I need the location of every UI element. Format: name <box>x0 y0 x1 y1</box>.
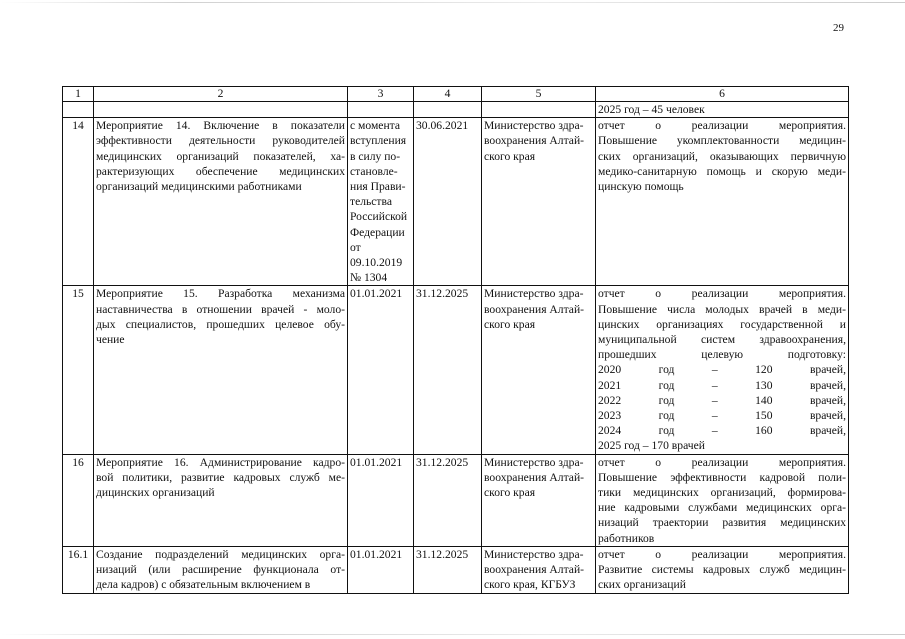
cell-text-line: дицинских организаций <box>96 486 215 500</box>
cell-text-line: Министерство здра- <box>484 119 584 133</box>
cell-text-line: Федерации <box>350 225 405 239</box>
cell-text-line: прошедших целевую подготовку: <box>598 348 846 362</box>
start-date-cell <box>348 546 414 593</box>
cell-text-line: 2022 год – 140 врачей, <box>598 393 846 407</box>
measure-name-cell <box>94 118 348 286</box>
row-number-cell: 15 <box>63 286 94 454</box>
end-date-cell: 31.12.2025 <box>414 546 482 593</box>
cell-text-line: цинскую помощь <box>598 180 684 194</box>
measures-table <box>62 86 849 594</box>
scan-artifact-top <box>0 2 905 3</box>
end-date-cell: 30.06.2021 <box>414 118 482 286</box>
column-header-3: 3 <box>348 87 414 102</box>
measure-name-cell <box>94 102 348 118</box>
cell-text-line: Повышение эффективности кадровой поли- <box>598 470 846 484</box>
cell-text-line: ских организаций <box>598 578 686 592</box>
cell-text-line: рактеризующих обеспечение медицинских <box>96 164 345 178</box>
cell-text-line: низаций траектории развития медицинских <box>598 516 846 530</box>
cell-text-line: тельства <box>350 195 392 209</box>
start-date-cell <box>348 286 414 454</box>
cell-text-line: дела кадров) с обязательным включением в <box>96 578 311 592</box>
cell-text-line: организаций медицинскими работниками <box>96 180 302 194</box>
cell-text-line: ние кадровыми службами медицинских орга- <box>598 501 846 515</box>
cell-text-line: 2025 год – 45 человек <box>598 103 705 116</box>
cell-text-line: ского края <box>484 486 536 500</box>
cell-text-line: Министерство здра- <box>484 287 584 301</box>
measure-name-cell <box>94 546 348 593</box>
end-date-cell: 31.12.2025 <box>414 286 482 454</box>
cell-text-line: становле- <box>350 164 398 178</box>
executor-cell <box>482 118 596 286</box>
row-number-cell: 14 <box>63 118 94 286</box>
cell-text-line: вой политики, развитие кадровых служб ме- <box>96 470 345 484</box>
cell-text-line: Развитие системы кадровых служб медицин- <box>598 563 846 577</box>
start-date-cell <box>348 118 414 286</box>
column-header-2: 2 <box>94 87 348 102</box>
cell-text-line: ского края <box>484 317 536 331</box>
start-date-cell <box>348 454 414 546</box>
table-row <box>63 286 849 454</box>
cell-text-line: 2023 год – 150 врачей, <box>598 409 846 423</box>
cell-text-line: эффективности деятельности руководителей <box>96 134 345 148</box>
end-date-cell: 31.12.2025 <box>414 454 482 546</box>
column-header-5: 5 <box>482 87 596 102</box>
scan-artifact-bottom <box>0 634 905 635</box>
cell-text-line: Министерство здра- <box>484 455 584 469</box>
cell-text-line: Повышение числа молодых врачей в меди- <box>598 302 846 316</box>
table-row <box>63 454 849 546</box>
cell-text-line: 01.01.2021 <box>350 287 403 301</box>
result-cell <box>596 286 849 454</box>
table-row <box>63 118 849 286</box>
cell-text-line: работников <box>598 531 655 545</box>
cell-text-line: 01.01.2021 <box>350 547 403 561</box>
executor-cell <box>482 102 596 118</box>
cell-text-line: ского края <box>484 149 536 163</box>
cell-text-line: 09.10.2019 <box>350 256 403 270</box>
cell-text-line: ния Прави- <box>350 180 406 194</box>
cell-text-line: от <box>350 240 361 254</box>
row-number-cell <box>63 102 94 118</box>
cell-text-line: с момента <box>350 119 400 133</box>
cell-text-line: наставничества в отношении врачей - моло- <box>96 302 345 316</box>
cell-text-line: дых специалистов, прошедших целевое обу- <box>96 317 345 331</box>
page-number: 29 <box>833 22 844 34</box>
cell-text-line: низаций (или расширение функционала от- <box>96 563 345 577</box>
cell-text-line: Российской <box>350 210 408 224</box>
row-number-cell: 16.1 <box>63 546 94 593</box>
column-header-1: 1 <box>63 87 94 102</box>
table-row <box>63 102 849 118</box>
cell-text-line: воохранения Алтай- <box>484 470 585 484</box>
cell-text-line: ского края, КГБУЗ <box>484 578 576 592</box>
cell-text-line: 2021 год – 130 врачей, <box>598 378 846 392</box>
cell-text-line: чение <box>96 333 125 347</box>
cell-text-line: медико-санитарную помощь и скорую меди- <box>598 164 846 178</box>
cell-text-line: 2025 год – 170 врачей <box>598 439 705 453</box>
executor-cell <box>482 454 596 546</box>
cell-text-line: 2020 год – 120 врачей, <box>598 363 846 377</box>
result-cell <box>596 546 849 593</box>
cell-text-line: отчет о реализации мероприятия. <box>598 119 846 133</box>
executor-cell <box>482 546 596 593</box>
start-date-cell <box>348 102 414 118</box>
cell-text-line: Мероприятие 14. Включение в показатели <box>96 119 345 133</box>
result-cell <box>596 454 849 546</box>
cell-text-line: отчет о реализации мероприятия. <box>598 287 846 301</box>
cell-text-line: № 1304 <box>350 271 388 285</box>
cell-text-line: 2024 год – 160 врачей, <box>598 424 846 438</box>
cell-text-line: воохранения Алтай- <box>484 134 585 148</box>
cell-text-line: Создание подразделений медицинских орга- <box>96 547 345 561</box>
cell-text-line: Повышение укомплектованности медицин- <box>598 134 846 148</box>
column-header-4: 4 <box>414 87 482 102</box>
cell-text-line: воохранения Алтай- <box>484 302 585 316</box>
cell-text-line: ских организаций, оказывающих первичную <box>598 149 846 163</box>
cell-text-line: воохранения Алтай- <box>484 563 585 577</box>
executor-cell <box>482 286 596 454</box>
table-header-row <box>63 87 849 102</box>
cell-text-line: в силу по- <box>350 149 401 163</box>
cell-text-line: тики медицинских организаций, формирова- <box>598 486 846 500</box>
cell-text-line: отчет о реализации мероприятия. <box>598 547 846 561</box>
cell-text-line: Мероприятие 15. Разработка механизма <box>96 287 345 301</box>
measure-name-cell <box>94 454 348 546</box>
table-row <box>63 546 849 593</box>
cell-text-line: вступления <box>350 134 407 148</box>
cell-text-line: Министерство здра- <box>484 547 584 561</box>
end-date-cell <box>414 102 482 118</box>
cell-text-line: цинских организациях государственной и <box>598 317 846 331</box>
result-cell <box>596 118 849 286</box>
cell-text-line: 01.01.2021 <box>350 455 403 469</box>
cell-text-line: отчет о реализации мероприятия. <box>598 455 846 469</box>
row-number-cell: 16 <box>63 454 94 546</box>
measure-name-cell <box>94 286 348 454</box>
cell-text-line: медицинских организаций показателей, ха- <box>96 149 345 163</box>
cell-text-line: муниципальной систем здравоохранения, <box>598 333 846 347</box>
result-cell <box>596 102 849 118</box>
cell-text-line: Мероприятие 16. Администрирование кадро- <box>96 455 345 469</box>
column-header-6: 6 <box>596 87 849 102</box>
